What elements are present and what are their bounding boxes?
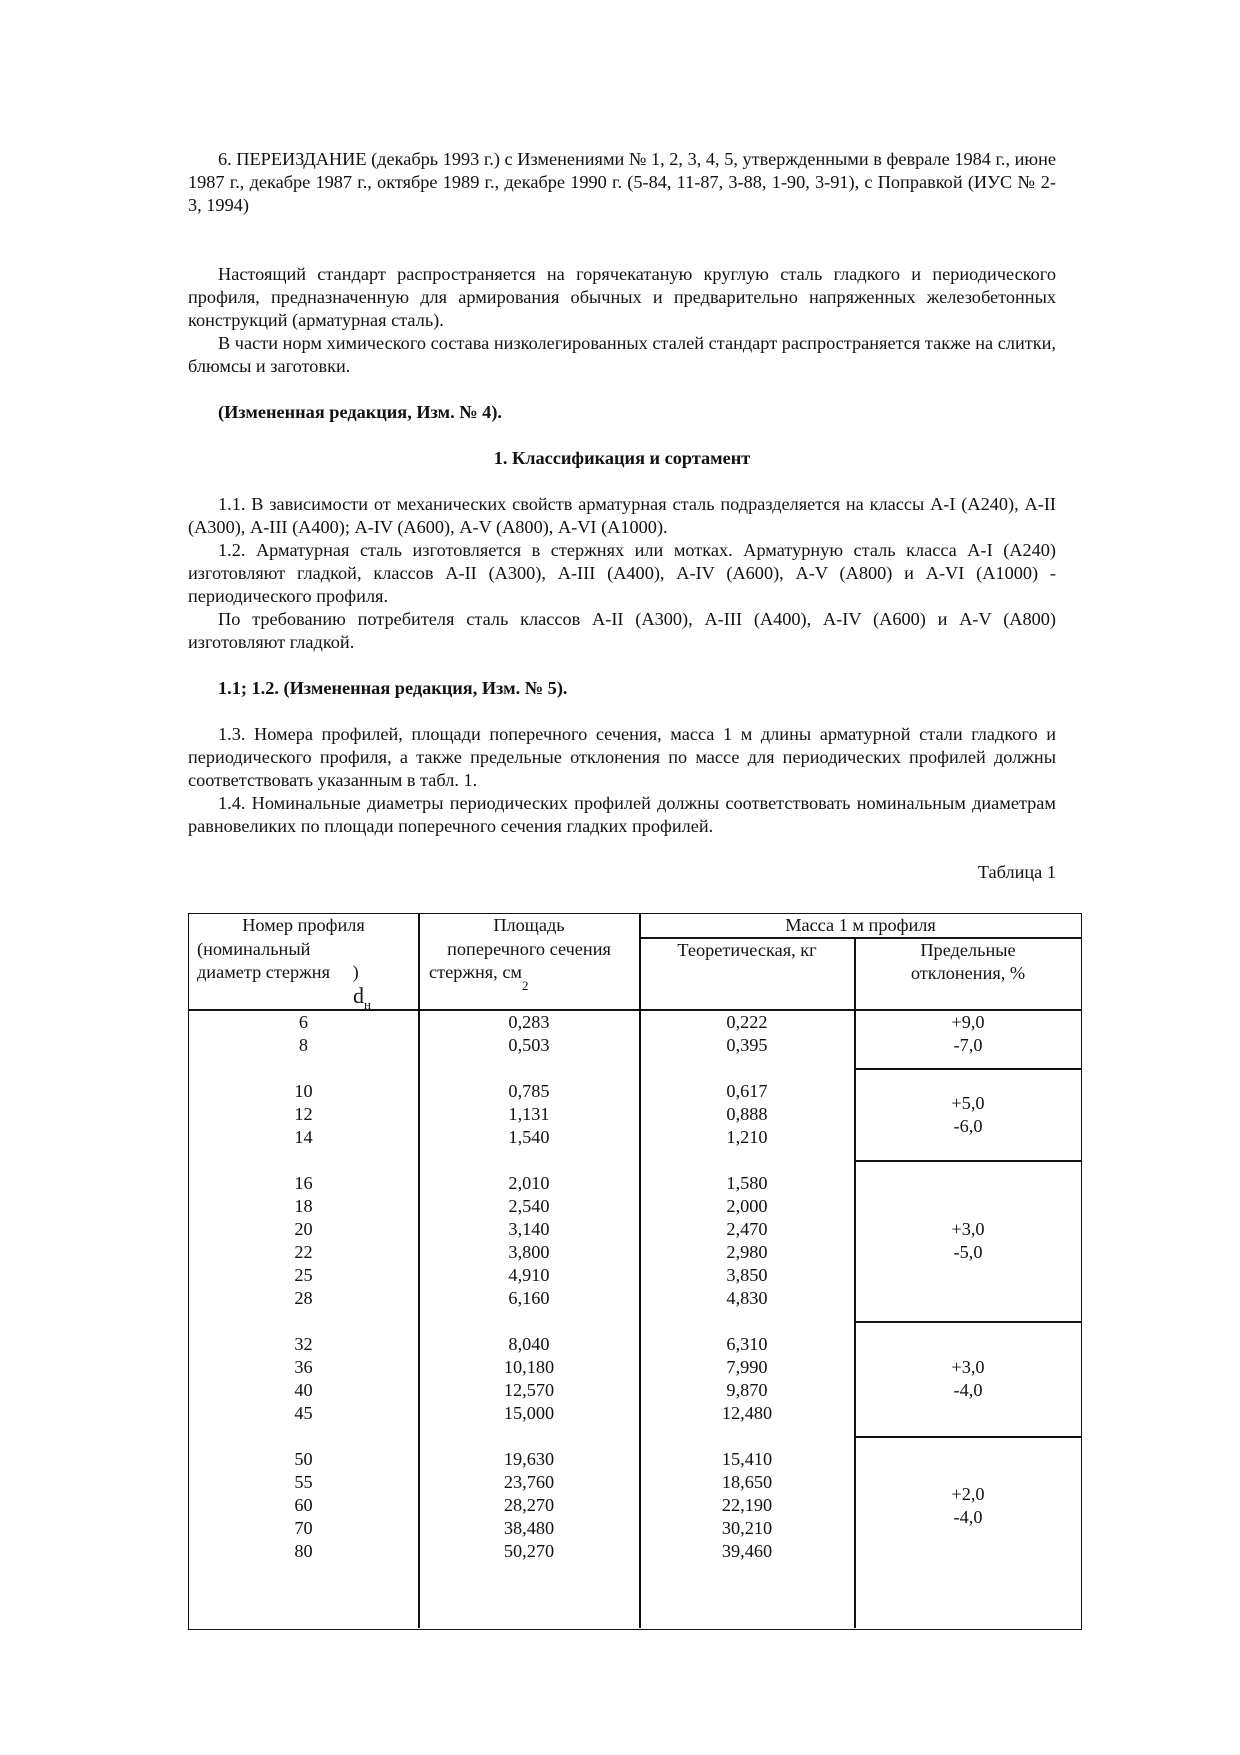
profile-number-cell: 25	[294, 1265, 313, 1285]
profile-number-cell: 18	[294, 1196, 313, 1216]
profile-number-cell: 28	[294, 1288, 313, 1308]
column-profile-values	[189, 1011, 418, 1563]
theoretical-mass-cell: 3,850	[726, 1265, 768, 1285]
cross-section-area-cell: 2,540	[508, 1196, 550, 1216]
theoretical-mass-cell: 0,888	[726, 1104, 768, 1124]
cross-section-area-cell: 3,140	[508, 1219, 550, 1239]
paragraph-1-1: 1.1. В зависимости от механических свойств арматурная сталь подразделяется на классы А-I (А240), А-II (А300), А-III (А400); А-IV (А600), А-V (А800), А-VI (А1000).	[188, 494, 1056, 537]
deviation-cell	[855, 1483, 1081, 1529]
theoretical-mass-cell: 2,000	[726, 1196, 768, 1216]
theoretical-mass-cell: 4,830	[726, 1288, 768, 1308]
row-gap	[189, 1310, 418, 1333]
theoretical-mass-cell: 2,470	[726, 1219, 768, 1239]
deviation-cell	[855, 1011, 1081, 1057]
profile-number-cell: 36	[294, 1357, 313, 1377]
scope-paragraph-1: Настоящий стандарт распространяется на горячекатаную круглую сталь гладкого и периодического профиля, предназначенную для армирования обычных и предварительно напряженных железобетонных конструкций (арматурная сталь).	[188, 264, 1056, 330]
cross-section-area-cell: 10,180	[503, 1357, 555, 1377]
cross-section-area-cell: 38,480	[503, 1518, 555, 1538]
row-gap	[419, 1425, 639, 1448]
revision-note-1: (Измененная редакция, Изм. № 4).	[218, 402, 502, 422]
deviation-minus: -5,0	[953, 1242, 983, 1262]
profile-number-cell: 40	[294, 1380, 313, 1400]
cross-section-area-cell: 0,503	[508, 1035, 550, 1055]
cross-section-area-cell: 3,800	[508, 1242, 550, 1262]
theoretical-mass-cell: 1,210	[726, 1127, 768, 1147]
header-profile-line-1: Номер профиля	[242, 915, 365, 935]
revision-note-2: 1.1; 1.2. (Измененная редакция, Изм. № 5).	[218, 678, 568, 698]
cross-section-area-cell: 23,760	[503, 1472, 555, 1492]
header-profile-symbol: d	[353, 983, 364, 1008]
scope-paragraph-2: В части норм химического состава низколегированных сталей стандарт распространяется также на слитки, блюмсы и заготовки.	[188, 333, 1056, 376]
deviation-cell	[855, 1092, 1081, 1138]
deviation-plus: +5,0	[951, 1093, 985, 1113]
profile-number-cell: 80	[294, 1541, 313, 1561]
theoretical-mass-cell: 7,990	[726, 1357, 768, 1377]
header-area-line-2: поперечного сечения	[447, 939, 611, 959]
theoretical-mass-cell: 15,410	[721, 1449, 773, 1469]
profile-number-cell: 10	[294, 1081, 313, 1101]
paragraph-1-3: 1.3. Номера профилей, площади поперечного сечения, масса 1 м длины арматурной стали гладкого и периодического профиля, а также предельные отклонения по массе для периодических профилей должны соответствовать указанным в табл. 1.	[188, 724, 1056, 790]
row-gap	[189, 1057, 418, 1080]
profile-number-cell: 22	[294, 1242, 313, 1262]
cross-section-area-cell: 2,010	[508, 1173, 550, 1193]
table-caption: Таблица 1	[977, 862, 1056, 882]
deviation-plus: +3,0	[951, 1357, 985, 1377]
profile-number-cell: 55	[294, 1472, 313, 1492]
header-area-superscript: 2	[522, 978, 529, 993]
deviation-group-separator	[855, 1436, 1081, 1438]
header-deviation-line-1: Предельные	[920, 940, 1016, 960]
header-profile	[189, 914, 418, 937]
cross-section-area-cell: 50,270	[503, 1541, 555, 1561]
section-title: 1. Классификация и сортамент	[493, 448, 751, 468]
deviation-group-separator	[855, 1321, 1081, 1323]
row-gap	[640, 1310, 854, 1333]
theoretical-mass-cell: 22,190	[721, 1495, 773, 1515]
profile-number-cell: 60	[294, 1495, 313, 1515]
header-area-line-3: стержня, см	[429, 962, 523, 982]
row-gap	[419, 1310, 639, 1333]
paragraph-1-2: 1.2. Арматурная сталь изготовляется в стержнях или мотках. Арматурную сталь класса А-I (А240) изготовляют гладкой, классов А-II (А300), А-III (А400), А-IV (А600), А-V (А800) и А-VI (А1000) - периодического профиля.	[188, 540, 1056, 606]
header-theoretical: Теоретическая, кг	[677, 940, 817, 960]
document-body	[188, 148, 1056, 884]
header-profile-subscript: н	[364, 997, 371, 1012]
deviation-cell	[855, 1218, 1081, 1264]
deviation-group-separator	[855, 1160, 1081, 1162]
deviation-minus: -6,0	[953, 1116, 983, 1136]
deviation-group-separator	[855, 1068, 1081, 1070]
cross-section-area-cell: 4,910	[508, 1265, 550, 1285]
deviation-minus: -4,0	[953, 1507, 983, 1527]
row-gap	[640, 1149, 854, 1172]
profile-number-cell: 14	[294, 1127, 313, 1147]
cross-section-area-cell: 0,785	[508, 1081, 550, 1101]
deviation-plus: +3,0	[951, 1219, 985, 1239]
deviation-plus: +9,0	[951, 1012, 985, 1032]
header-deviation	[855, 939, 1081, 985]
cross-section-area-cell: 28,270	[503, 1495, 555, 1515]
header-profile-paren: )	[352, 962, 359, 982]
header-profile-line-2: (номинальный	[197, 939, 311, 959]
profile-number-cell: 6	[298, 1012, 309, 1032]
row-gap	[189, 1425, 418, 1448]
column-mass-values	[640, 1011, 854, 1563]
profile-number-cell: 32	[294, 1334, 313, 1354]
theoretical-mass-cell: 2,980	[726, 1242, 768, 1262]
theoretical-mass-cell: 1,580	[726, 1173, 768, 1193]
row-gap	[189, 1149, 418, 1172]
header-area-line-1: Площадь	[493, 915, 565, 935]
theoretical-mass-cell: 0,222	[726, 1012, 768, 1032]
row-gap	[640, 1425, 854, 1448]
header-profile-cont	[189, 938, 418, 1016]
cross-section-area-cell: 1,131	[508, 1104, 550, 1124]
row-gap	[640, 1057, 854, 1080]
column-area-values	[419, 1011, 639, 1563]
edition-note: 6. ПЕРЕИЗДАНИЕ (декабрь 1993 г.) с Изменениями № 1, 2, 3, 4, 5, утвержденными в феврале 1984 г., июне 1987 г., декабре 1987 г., октябре 1989 г., декабре 1990 г. (5-84, 11-87, 3-88, 1-90, 3-91), с Поправкой (ИУС № 2-3, 1994)	[188, 149, 1056, 215]
profile-number-cell: 20	[294, 1219, 313, 1239]
deviation-minus: -4,0	[953, 1380, 983, 1400]
cross-section-area-cell: 6,160	[508, 1288, 550, 1308]
profile-number-cell: 12	[294, 1104, 313, 1124]
cross-section-area-cell: 12,570	[503, 1380, 555, 1400]
header-profile-line-3: диаметр стержня	[197, 962, 330, 982]
cross-section-area-cell: 0,283	[508, 1012, 550, 1032]
profile-number-cell: 16	[294, 1173, 313, 1193]
paragraph-1-4: 1.4. Номинальные диаметры периодических профилей должны соответствовать номинальным диаметрам равновеликих по площади поперечного сечения гладких профилей.	[188, 793, 1056, 836]
row-gap	[419, 1057, 639, 1080]
row-gap	[419, 1149, 639, 1172]
paragraph-1-2b: По требованию потребителя сталь классов А-II (А300), А-III (А400), А-IV (А600) и А-V (А800) изготовляют гладкой.	[188, 609, 1056, 652]
profile-number-cell: 8	[298, 1035, 309, 1055]
header-mass: Масса 1 м профиля	[785, 915, 936, 935]
cross-section-area-cell: 1,540	[508, 1127, 550, 1147]
cross-section-area-cell: 8,040	[508, 1334, 550, 1354]
deviation-cell	[855, 1356, 1081, 1402]
profiles-table	[188, 913, 1082, 1630]
theoretical-mass-cell: 12,480	[721, 1403, 773, 1423]
theoretical-mass-cell: 18,650	[721, 1472, 773, 1492]
theoretical-mass-cell: 39,460	[721, 1541, 773, 1561]
deviation-plus: +2,0	[951, 1484, 985, 1504]
theoretical-mass-cell: 0,395	[726, 1035, 768, 1055]
deviation-minus: -7,0	[953, 1035, 983, 1055]
theoretical-mass-cell: 9,870	[726, 1380, 768, 1400]
cross-section-area-cell: 19,630	[503, 1449, 555, 1469]
header-deviation-line-2: отклонения, %	[910, 963, 1026, 983]
header-area	[419, 914, 639, 993]
profile-number-cell: 70	[294, 1518, 313, 1538]
profile-number-cell: 45	[294, 1403, 313, 1423]
theoretical-mass-cell: 6,310	[726, 1334, 768, 1354]
cross-section-area-cell: 15,000	[503, 1403, 555, 1423]
theoretical-mass-cell: 30,210	[721, 1518, 773, 1538]
profile-number-cell: 50	[294, 1449, 313, 1469]
theoretical-mass-cell: 0,617	[726, 1081, 768, 1101]
